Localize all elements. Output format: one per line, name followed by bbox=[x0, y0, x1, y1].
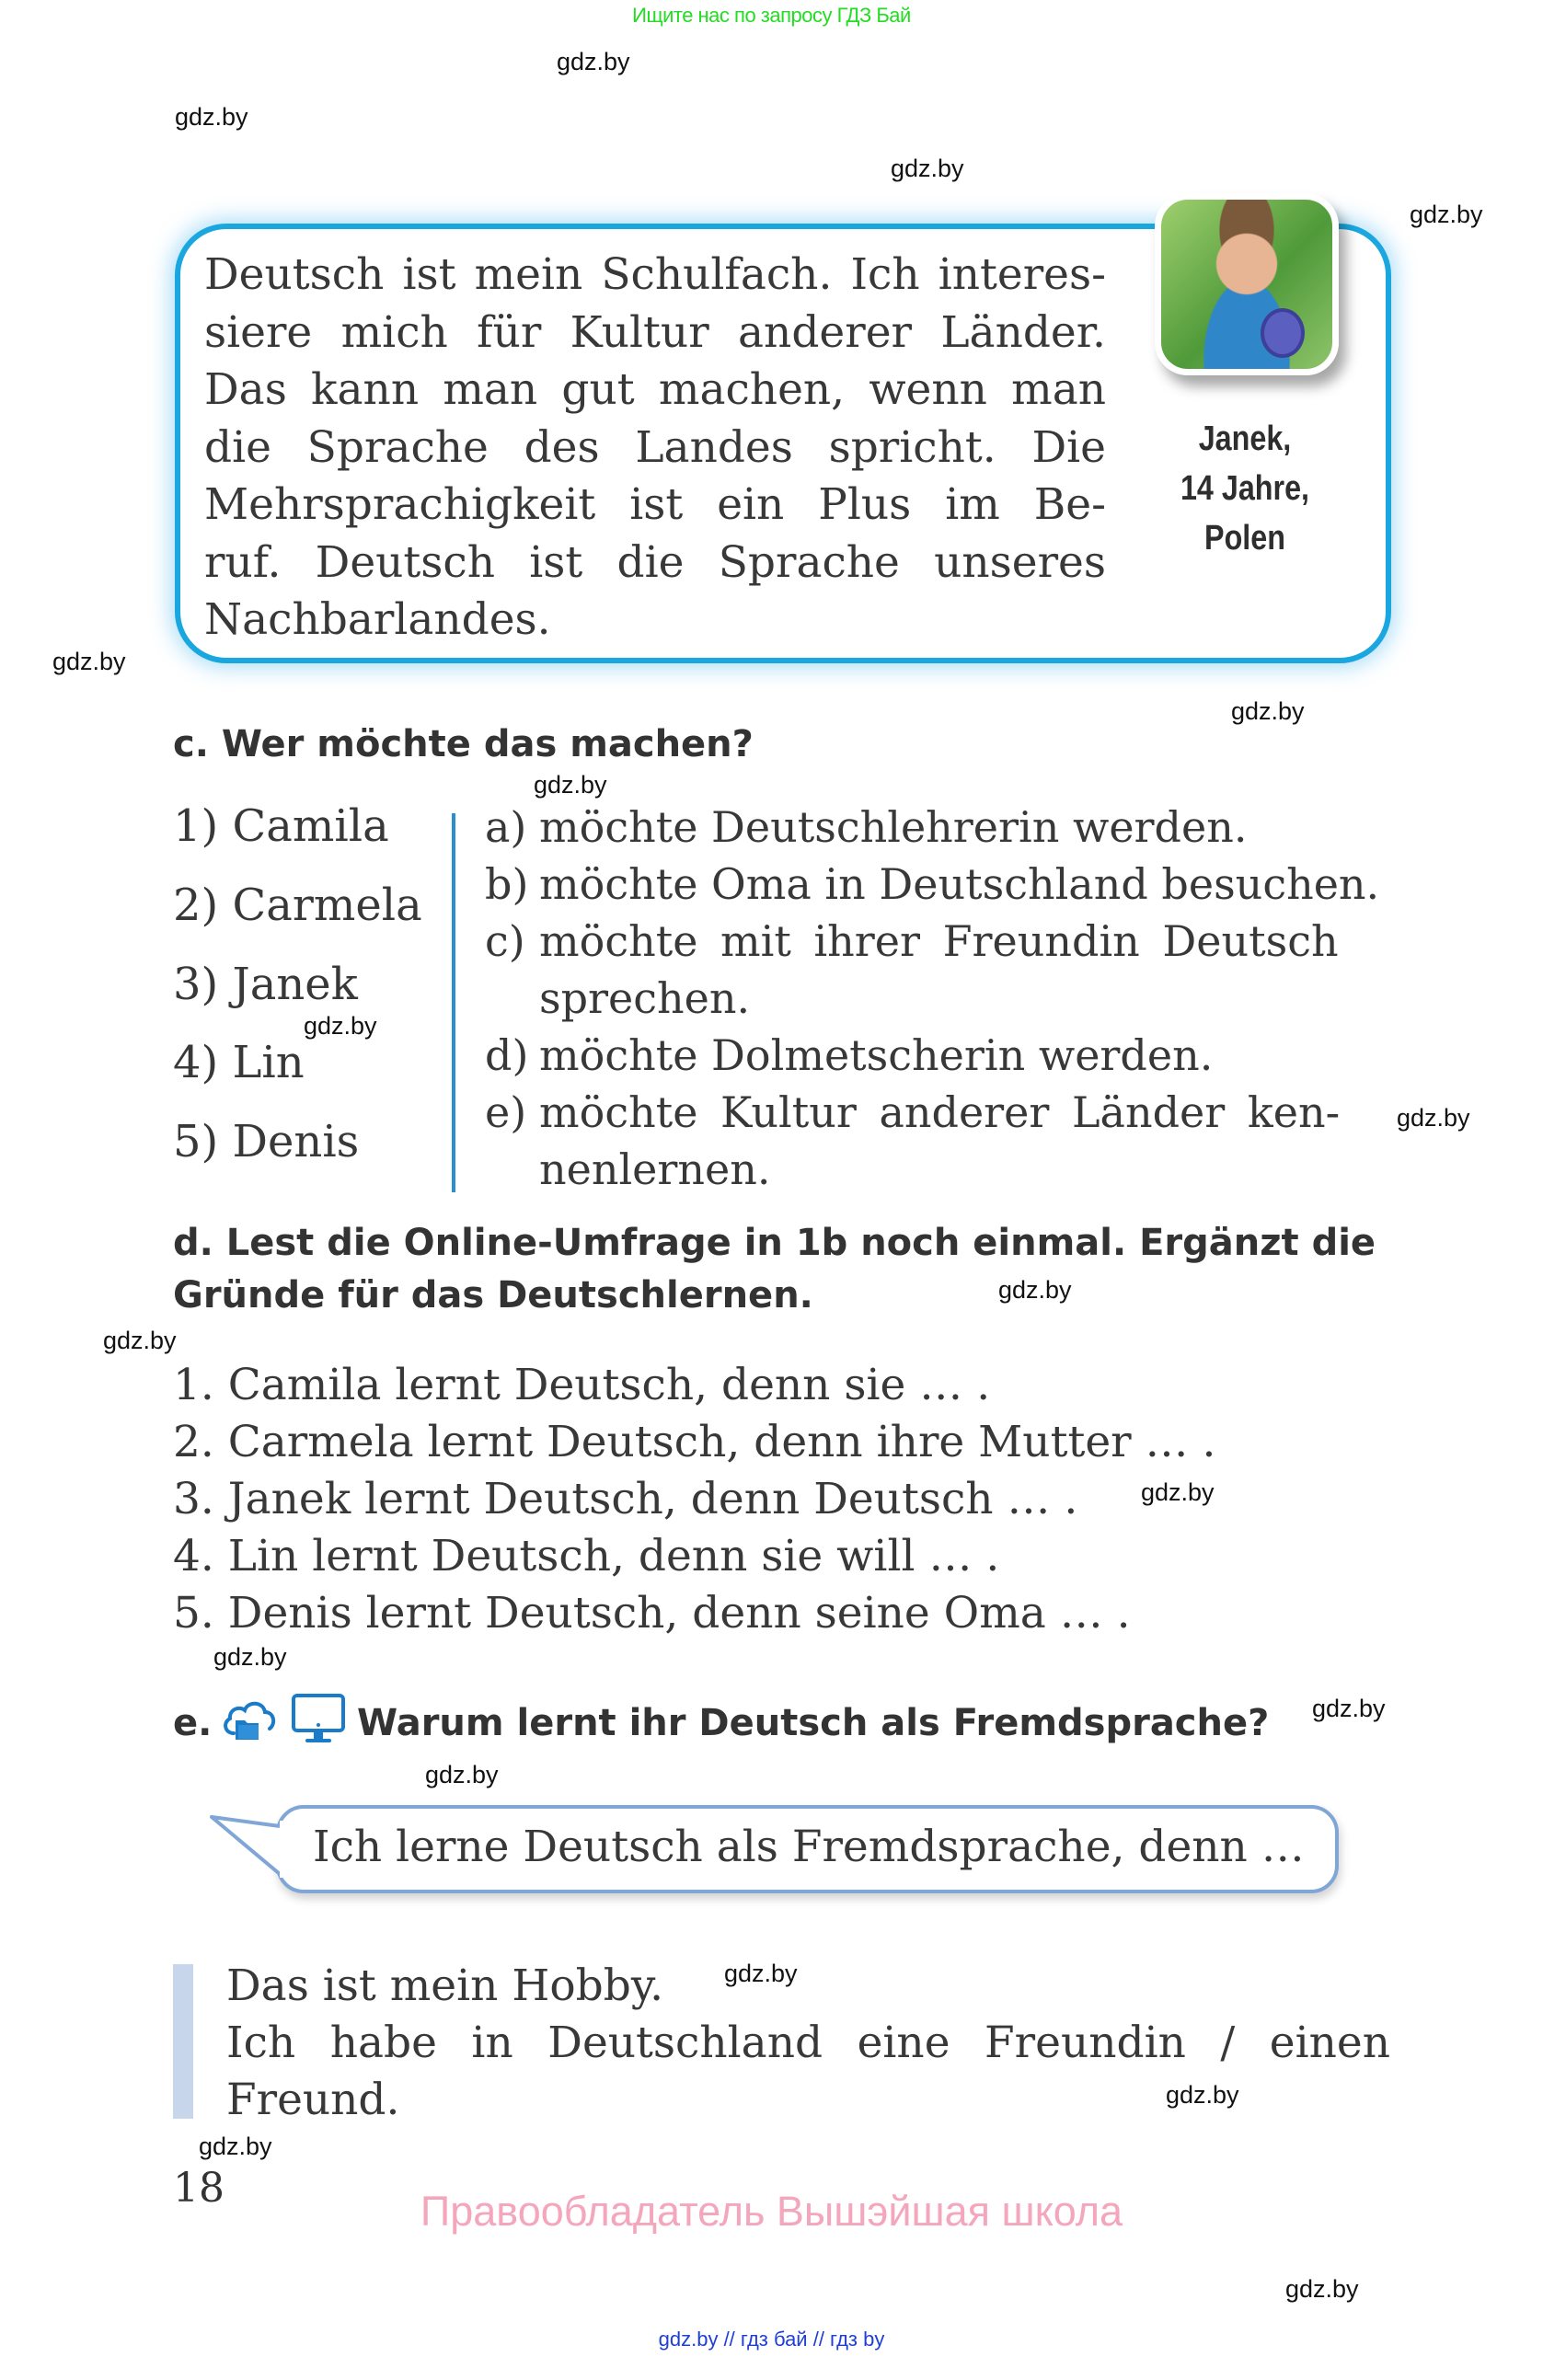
cloud-folder-icon bbox=[221, 1698, 278, 1741]
watermark: gdz.by bbox=[213, 1643, 287, 1671]
watermark: gdz.by bbox=[425, 1761, 499, 1788]
speech-bubble-tail bbox=[202, 1808, 313, 1895]
boy-portrait-photo-icon bbox=[1155, 193, 1339, 375]
watermark: gdz.by bbox=[1285, 2275, 1359, 2303]
watermark: gdz.by bbox=[1397, 1104, 1470, 1132]
watermark: gdz.by bbox=[891, 155, 964, 182]
option-letter: e) bbox=[485, 1087, 527, 1137]
option-letter: b) bbox=[485, 859, 529, 909]
profile-caption bbox=[1167, 414, 1323, 563]
copyright-notice: Правообладатель Вышэйшая школа bbox=[420, 2188, 1123, 2235]
completion-item: 3. Janek lernt Deutsch, denn Deutsch … . bbox=[173, 1474, 1078, 1524]
watermark: gdz.by bbox=[724, 1960, 798, 1987]
quote-line: Mehrsprachigkeit ist ein Plus im Be- bbox=[204, 479, 1106, 530]
option-text: möchte Deutschlehrerin werden. bbox=[539, 802, 1248, 852]
option-text: möchte mit ihrer Freundin Deutsch bbox=[539, 916, 1339, 966]
completion-item: 4. Lin lernt Deutsch, denn sie will … . bbox=[173, 1531, 1000, 1581]
quote-line: Nachbarlandes. bbox=[204, 594, 551, 645]
name-item: 3) Janek bbox=[173, 959, 358, 1010]
watermark: gdz.by bbox=[534, 771, 607, 799]
page-number: 18 bbox=[173, 2165, 225, 2212]
task-e-heading: Warum lernt ihr Deutsch als Fremdsprache? bbox=[357, 1702, 1270, 1744]
watermark: gdz.by bbox=[1166, 2081, 1239, 2109]
bottom-links[interactable]: gdz.by // гдз бай // гдз by bbox=[658, 2328, 885, 2351]
column-divider bbox=[452, 813, 455, 1192]
name-item: 5) Denis bbox=[173, 1116, 360, 1167]
hint-line: Freund. bbox=[226, 2075, 400, 2125]
completion-item: 2. Carmela lernt Deutsch, denn ihre Mutter … . bbox=[173, 1417, 1216, 1467]
quote-line: siere mich für Kultur anderer Länder. bbox=[204, 306, 1106, 358]
name-item: 1) Camila bbox=[173, 800, 389, 852]
speech-bubble-text: Ich lerne Deutsch als Fremdsprache, denn … bbox=[313, 1822, 1305, 1872]
profile-quote-text bbox=[204, 247, 1106, 650]
task-e-letter: e. bbox=[173, 1702, 213, 1744]
watermark: gdz.by bbox=[1141, 1478, 1215, 1506]
task-d-heading-line: d. Lest die Online-Umfrage in 1b noch einmal. Ergänzt die bbox=[173, 1222, 1376, 1264]
watermark: gdz.by bbox=[1231, 697, 1305, 725]
watermark: gdz.by bbox=[304, 1012, 377, 1040]
caption-age: 14 Jahre, bbox=[1180, 469, 1310, 508]
quote-line: die Sprache des Landes spricht. Die bbox=[204, 421, 1106, 473]
option-letter: c) bbox=[485, 916, 525, 966]
task-c-heading: c. Wer möchte das machen? bbox=[173, 723, 754, 765]
hint-line: Ich habe in Deutschland eine Freundin / einen bbox=[226, 2018, 1390, 2068]
completion-item: 5. Denis lernt Deutsch, denn seine Oma … . bbox=[173, 1588, 1131, 1638]
watermark: gdz.by bbox=[199, 2133, 272, 2160]
top-notice: Ищите нас по запросу ГДЗ Бай bbox=[632, 4, 911, 27]
watermark: gdz.by bbox=[103, 1327, 177, 1354]
watermark: gdz.by bbox=[1410, 201, 1483, 228]
task-d-heading-line: Gründe für das Deutschlernen. bbox=[173, 1274, 813, 1316]
option-letter: a) bbox=[485, 802, 527, 852]
watermark: gdz.by bbox=[52, 648, 126, 675]
headphones-icon bbox=[1261, 308, 1305, 358]
watermark: gdz.by bbox=[998, 1276, 1072, 1304]
monitor-icon bbox=[291, 1693, 346, 1744]
quote-line: ruf. Deutsch ist die Sprache unseres bbox=[204, 536, 1106, 588]
option-text-cont: sprechen. bbox=[539, 973, 751, 1023]
caption-name: Janek, bbox=[1198, 420, 1292, 458]
option-letter: d) bbox=[485, 1030, 529, 1080]
name-item: 2) Carmela bbox=[173, 880, 422, 931]
option-text: möchte Kultur anderer Länder ken- bbox=[539, 1087, 1341, 1137]
quote-line: Das kann man gut machen, wenn man bbox=[204, 364, 1106, 415]
watermark: gdz.by bbox=[557, 48, 630, 75]
option-text-cont: nenlernen. bbox=[539, 1144, 771, 1194]
name-item: 4) Lin bbox=[173, 1037, 305, 1088]
caption-country: Polen bbox=[1204, 519, 1285, 558]
option-text: möchte Dolmetscherin werden. bbox=[539, 1030, 1214, 1080]
watermark: gdz.by bbox=[175, 103, 248, 131]
quote-line: Deutsch ist mein Schulfach. Ich interes- bbox=[204, 249, 1106, 300]
option-text: möchte Oma in Deutschland besuchen. bbox=[539, 859, 1380, 909]
completion-item: 1. Camila lernt Deutsch, denn sie … . bbox=[173, 1360, 991, 1410]
hint-bar bbox=[173, 1964, 193, 2119]
hint-line: Das ist mein Hobby. bbox=[226, 1960, 664, 2011]
watermark: gdz.by bbox=[1312, 1695, 1386, 1722]
